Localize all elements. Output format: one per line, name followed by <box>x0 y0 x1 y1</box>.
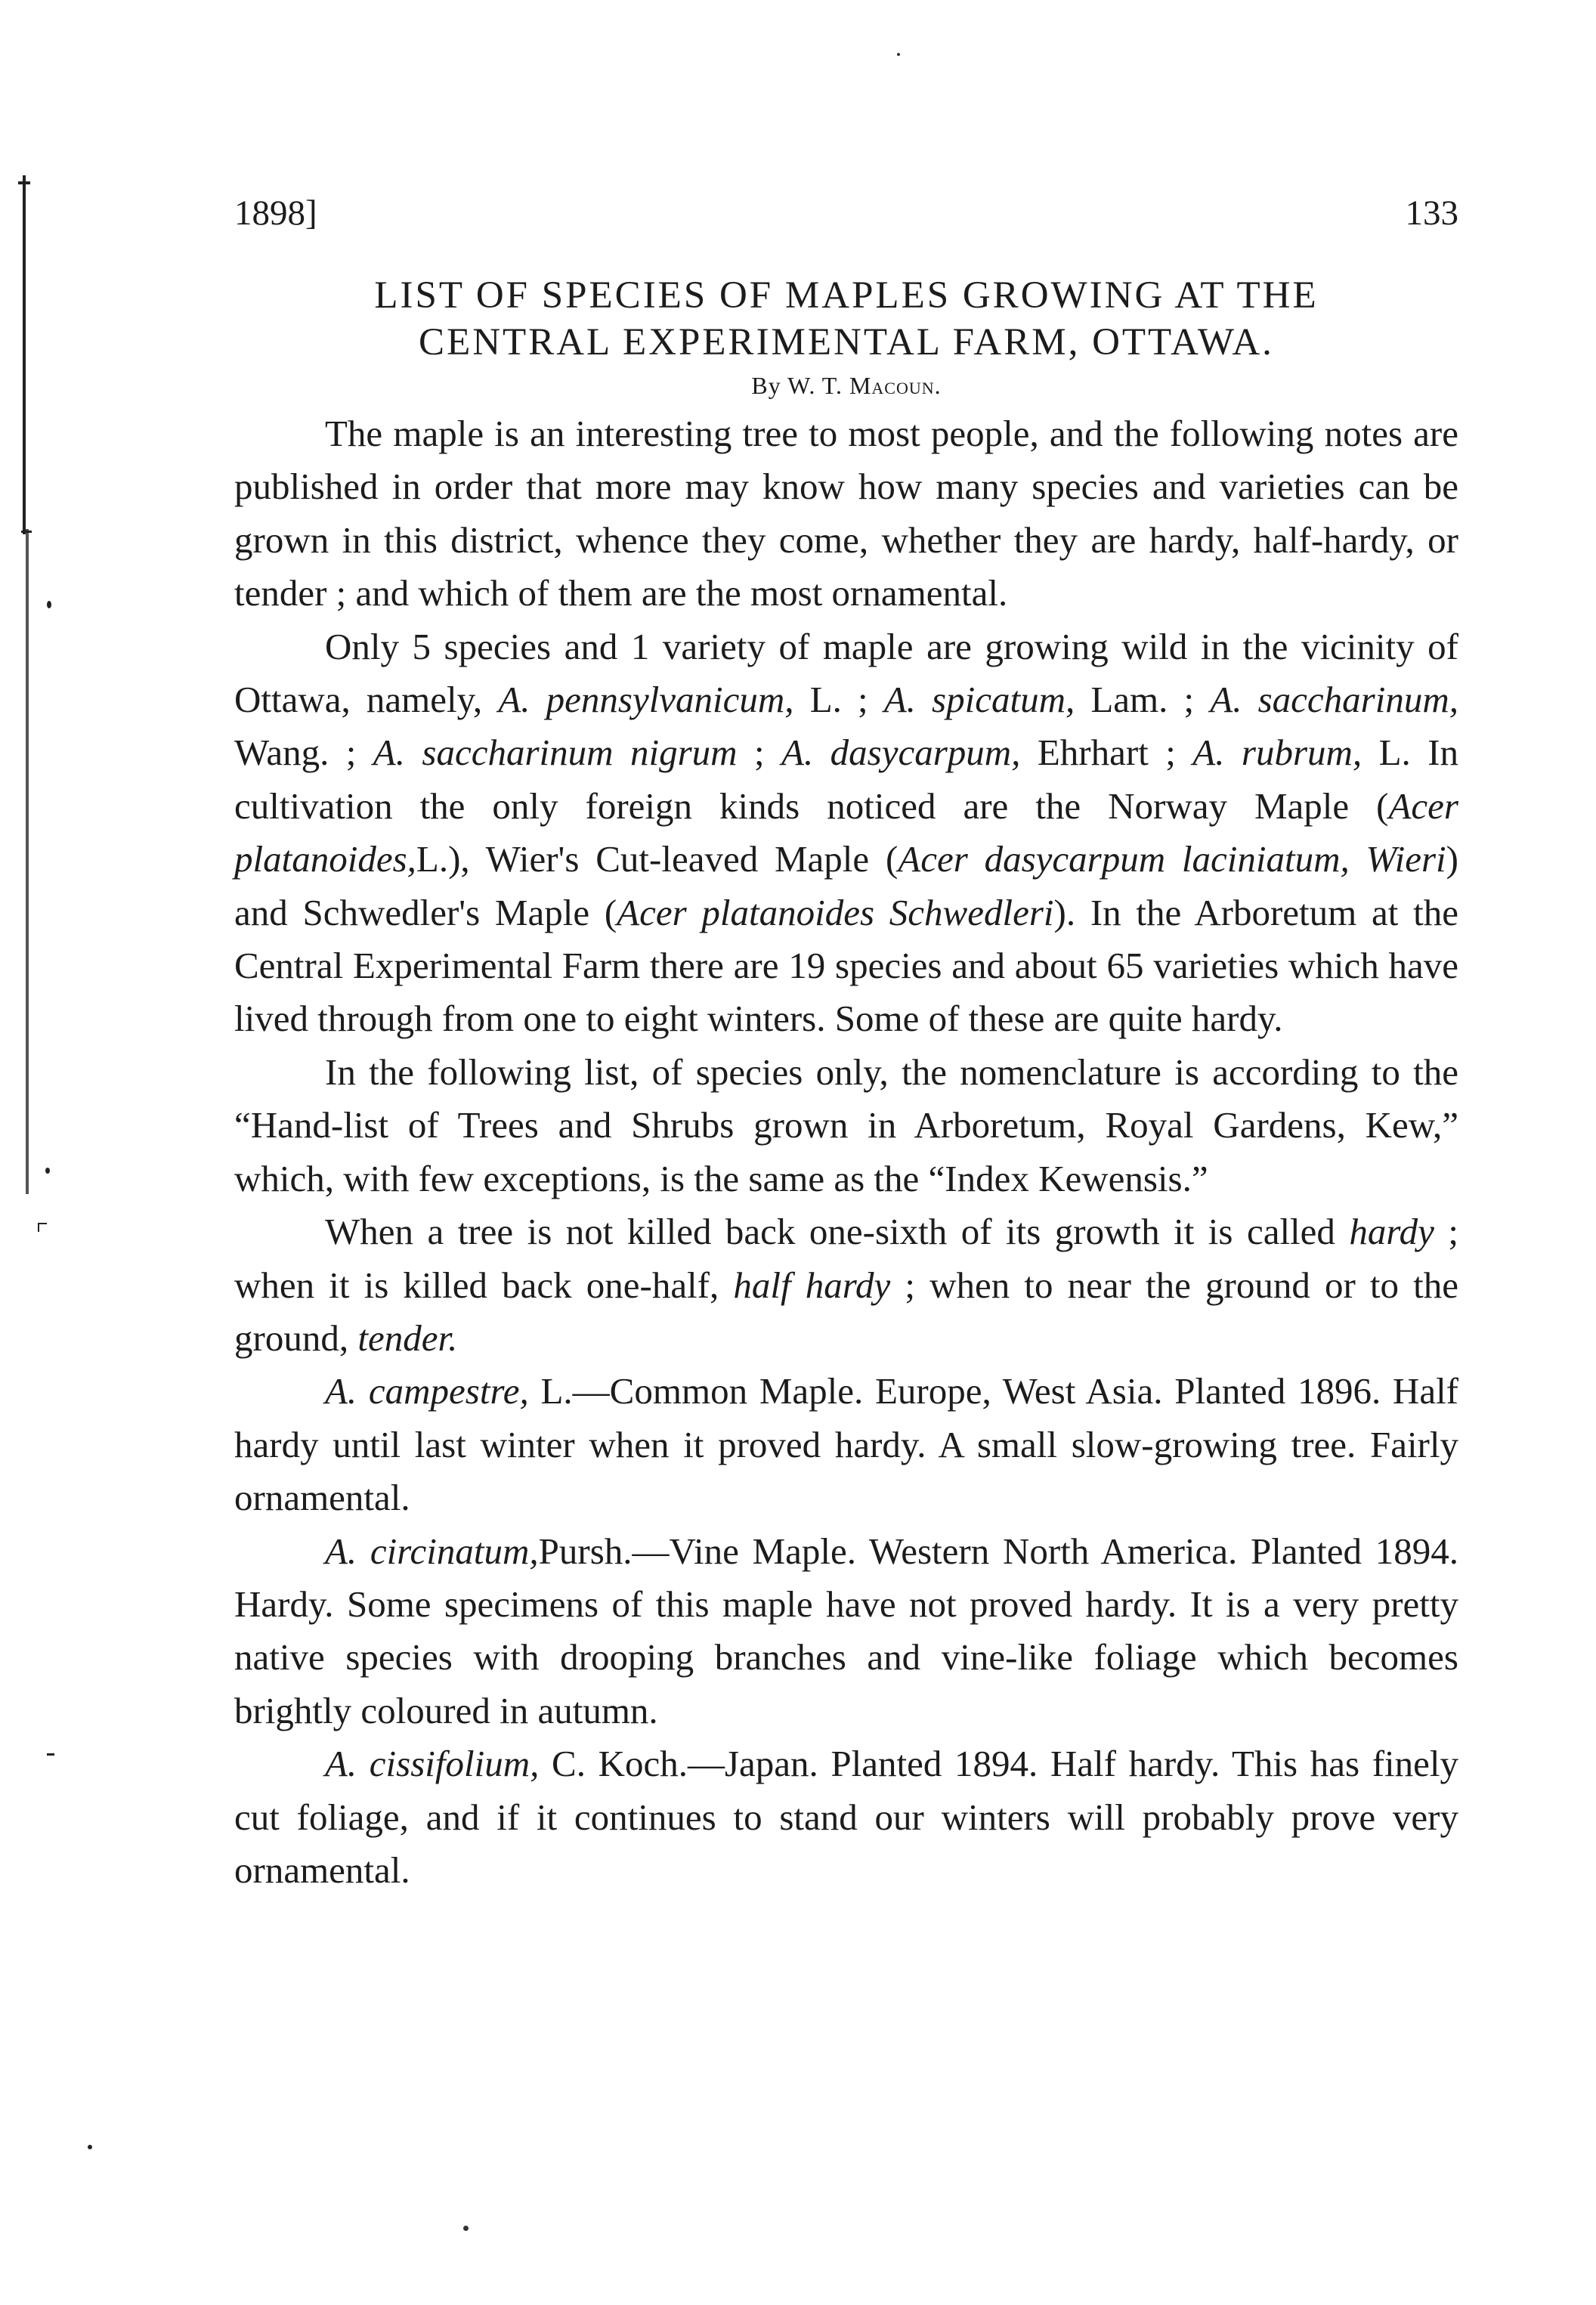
byline-author: Macoun. <box>849 372 942 399</box>
term-hardy: hardy <box>1349 1211 1434 1253</box>
term-tender: tender. <box>357 1316 458 1359</box>
entry-species-name: A. campestre, <box>325 1370 529 1412</box>
text-run: Lam. ; <box>1075 679 1211 721</box>
paragraph-intro: The maple is an interesting tree to most people, and the following notes are published in order that more may know how many species and varieties can be grown in this district, whence they come, whether they are hardy, half-hardy, or tender ; and which of them are the most ornamental. <box>234 413 1458 614</box>
scan-artifact-left-line <box>23 175 26 534</box>
article-title-line-2: CENTRAL EXPERIMENTAL FARM, OTTAWA. <box>419 321 1274 364</box>
scan-artifact-mark <box>38 1223 39 1232</box>
text-run: When a tree is not killed back one-sixth of its growth it is called <box>325 1211 1350 1253</box>
species-name: Acer platanoides Schwedleri <box>617 891 1054 933</box>
paragraph-nomenclature: In the following list, of species only, the nomenclature is according to the “Hand-list of Trees and Shrubs grown in Arboretum, Royal Gardens, Kew,” which, with few exceptions, is the same as the “Index Kewensis.” <box>234 1050 1458 1199</box>
page-number: 133 <box>1405 193 1458 233</box>
text-run: ) and Schwedler's Maple ( <box>234 838 1458 933</box>
byline-prefix: By W. T. <box>751 372 849 399</box>
scan-artifact-dot <box>463 2226 469 2231</box>
text-run: L.), Wier's Cut-leaved Maple ( <box>416 838 899 880</box>
article-title <box>234 272 1458 366</box>
text-run: ; when it is killed back one-half, <box>234 1211 1458 1306</box>
running-head-year: 1898] <box>234 193 317 233</box>
text-run: ). In the Arboretum at the Central Experimental Farm there are 19 species and about 65 varieties which have lived through from one to eight winters. Some of these are quite hardy. <box>234 891 1458 1040</box>
entry-text: Pursh.—Vine Maple. Western North America. Planted 1894. Hardy. Some specimens of this maple have not proved hardy. It is a very pretty native species with drooping branches and vine-like foliage which becomes brightly coloured in autumn. <box>234 1530 1459 1731</box>
species-name: A. spicatum, <box>883 679 1075 721</box>
article <box>234 272 1458 1897</box>
entry-campestre <box>234 1365 1458 1524</box>
species-name: A. saccharinum nigrum <box>373 732 738 774</box>
paragraph-wild-species <box>234 620 1458 1046</box>
scan-artifact-left-line <box>18 181 30 184</box>
species-name: Acer dasycarpum laciniatum, Wieri <box>898 838 1446 880</box>
entry-text: C. Koch.—Japan. Planted 1894. Half hardy. This has finely cut foliage, and if it continues to stand our winters will probably prove very ornamental. <box>234 1743 1458 1891</box>
scan-artifact-dot <box>47 601 51 608</box>
article-title-line-1: LIST OF SPECIES OF MAPLES GROWING AT THE <box>374 274 1319 317</box>
scan-artifact-mark <box>47 1753 54 1756</box>
paragraph-definitions <box>234 1205 1458 1365</box>
entry-species-name: A. cissifolium, <box>325 1743 540 1785</box>
species-name: Acer platanoides, <box>234 784 1458 880</box>
text-run: ; when to near the ground or to the ground, <box>234 1264 1458 1359</box>
entry-species-name: A. circinatum, <box>325 1530 539 1572</box>
entry-cissifolium <box>234 1737 1458 1897</box>
scan-artifact-dot <box>897 53 900 56</box>
species-name: A. rubrum, <box>1192 732 1362 774</box>
text-run: L. In cultivation the only foreign kinds noticed are the Norway Maple ( <box>234 732 1459 827</box>
text-run: Ehrhart ; <box>1020 732 1193 774</box>
entry-circinatum <box>234 1525 1458 1738</box>
scan-artifact-left-line <box>26 529 29 1194</box>
scan-artifact-left-line <box>21 531 32 533</box>
species-name: A. saccharinum, <box>1210 679 1458 721</box>
running-head <box>234 193 1458 238</box>
text-run: L. ; <box>793 679 884 721</box>
byline <box>234 372 1458 400</box>
text-run: Wang. ; <box>234 732 373 774</box>
species-name: A. pennsylvanicum, <box>498 679 794 721</box>
scan-artifact-dot <box>45 1168 50 1174</box>
species-name: A. dasycarpum, <box>781 732 1021 774</box>
term-half-hardy: half hardy <box>733 1264 891 1306</box>
scan-artifact-dot <box>88 2145 92 2149</box>
text-run: ; <box>737 732 782 774</box>
text-run: Only 5 species and 1 variety of maple are growing wild in the vicinity of Ottawa, namely, <box>234 625 1458 721</box>
entry-text: L.—Common Maple. Europe, West Asia. Planted 1896. Half hardy until last winter when it proved hardy. A small slow-growing tree. Fairly ornamental. <box>234 1370 1459 1519</box>
